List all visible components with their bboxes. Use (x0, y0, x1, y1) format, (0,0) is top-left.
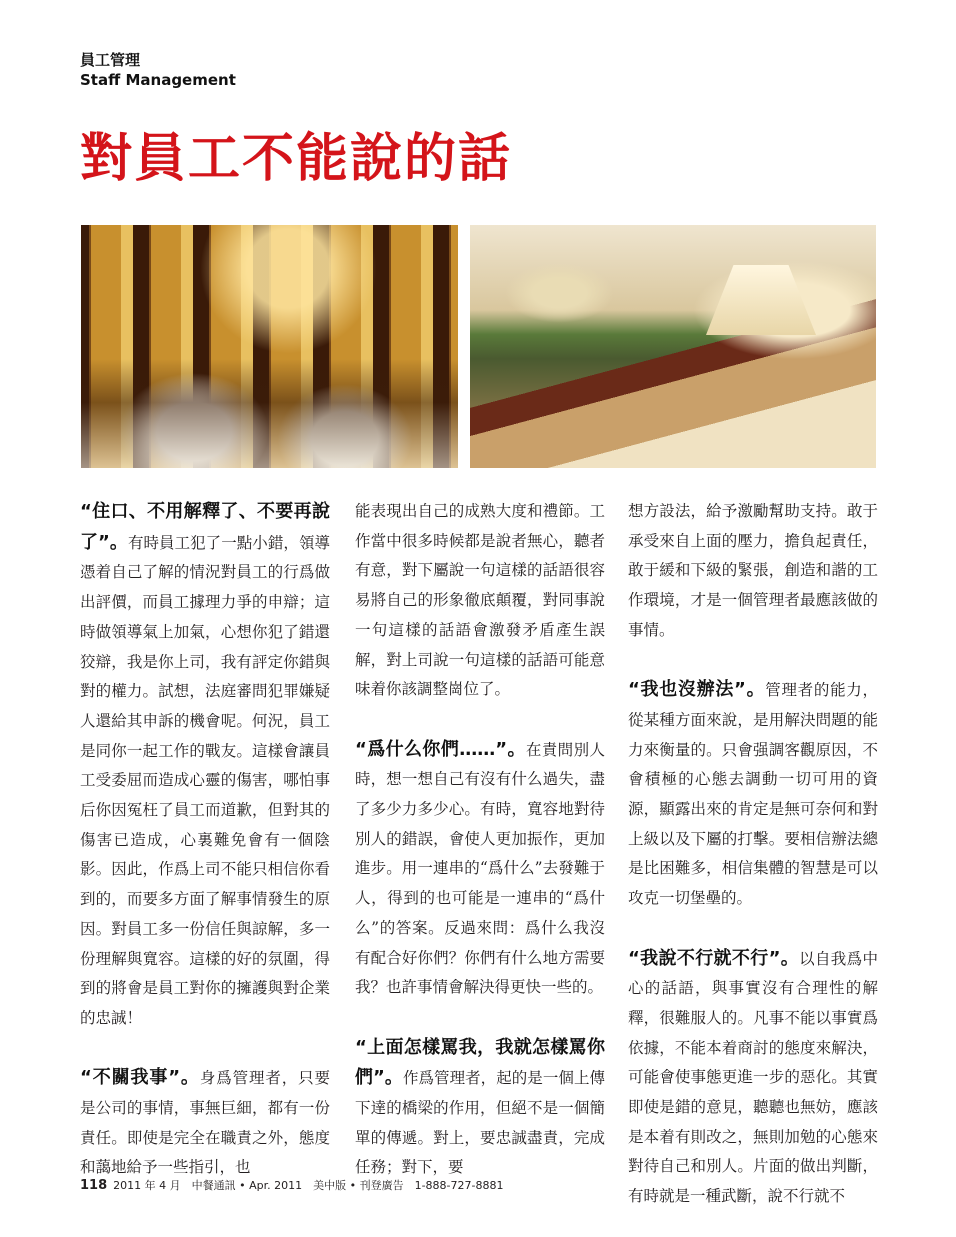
paragraph-body: 能表現出自己的成熟大度和禮節。工作當中很多時候都是說者無心，聽者有意，對下屬說一句這樣的話語很容易將自己的形象徹底顛覆，對同事說一句這樣的話語會激發矛盾產生誤解，對上司說一句這樣的話語可能意味着你該調整崗位了。 (355, 502, 605, 699)
restaurant-bar-counter-photo (470, 225, 876, 468)
paragraph-lead: “我說不行就不行”。 (628, 947, 800, 969)
paragraph (355, 735, 605, 1003)
paragraph-lead: “上面怎樣罵我，我就怎樣罵你們”。 (355, 1036, 605, 1089)
paragraph (628, 944, 878, 1212)
page-number: 118 (80, 1178, 108, 1193)
paragraph (628, 675, 878, 914)
paragraph-body: 作爲管理者，起的是一個上傳下達的橋梁的作用，但絕不是一個簡單的傳遞。對上，要忠誠盡責，完成任務；對下，要 (355, 1069, 605, 1177)
paragraph (355, 497, 605, 705)
paragraph (80, 497, 330, 1034)
section-label-en: Staff Management (80, 71, 236, 89)
paragraph-lead: “住口、不用解釋了、不要再說了”。 (80, 501, 330, 553)
section-header (80, 50, 236, 90)
paragraph-lead: “不關我事”。 (80, 1067, 200, 1089)
paragraph-lead: “我也沒辦法”。 (628, 679, 766, 701)
section-label-zh: 員工管理 (80, 51, 141, 69)
paragraph-body: 身爲管理者，只要是公司的事情，事無巨細，都有一份責任。即使是完全在職責之外，態度和藹地給予一些指引，也 (80, 1069, 330, 1177)
paragraph (355, 1033, 605, 1184)
text-column-2 (355, 497, 605, 1183)
paragraph-lead: “爲什么你們……”。 (355, 738, 526, 760)
paragraph (80, 1063, 330, 1183)
paragraph-body: 有時員工犯了一點小錯，領導憑着自己了解的情況對員工的行爲做出評價，而員工據理力爭的申辯；這時做領導氣上加氣，心想你犯了錯還狡辯，我是你上司，我有評定你錯與對的權力。試想，法庭審問犯罪嫌疑人還給其申訴的機會呢。何況，員工是同你一起工作的戰友。這樣會讓員工受委屈而造成心靈的傷害，哪怕事后你因冤枉了員工而道歉，但對其的傷害已造成，心裏難免會有一個陰影。因此，作爲上司不能只相信你看到的，而要多方面了解事情發生的原因。對員工多一份信任與諒解，多一份理解與寬容。這樣的好的氛圍，得到的將會是員工對你的擁護與對企業的忠誠！ (80, 533, 330, 1027)
paragraph-body: 以自我爲中心的話語，與事實沒有合理性的解釋，很難服人的。凡事不能以事實爲依據，不能本着商討的態度來解決，可能會使事態更進一步的惡化。其實即使是錯的意見，聽聽也無妨，應該是本着有則改之，無則加勉的心態來對待自己和別人。片面的做出判斷，有時就是一種武斷，說不行就不 (628, 949, 878, 1206)
page-footer (80, 1177, 503, 1193)
paragraph-body: 在責問別人時，想一想自己有沒有什么過失，盡了多少力多少心。有時，寬容地對待別人的錯誤，會使人更加振作，更加進步。用一連串的“爲什么”去發難于人，得到的也可能是一連串的“爲什么”的答案。反過來問：爲什么我沒有配合好你們？你們有什么地方需要我？也許事情會解決得更快一些的。 (355, 740, 605, 997)
lamp-shape (706, 265, 816, 335)
article-title: 對員工不能說的話 (80, 128, 513, 189)
footer-text: 2011 年 4 月 中餐通訊 • Apr. 2011 美中版 • 刊登廣告 1-888-727-8881 (113, 1179, 504, 1192)
text-column-1 (80, 497, 330, 1183)
paragraph-body: 管理者的能力，從某種方面來說，是用解決問題的能力來衡量的。只會强調客觀原因，不會積極的心態去調動一切可用的資源，顯露出來的肯定是無可奈何和對上級以及下屬的打擊。要相信辦法總是比困難多，相信集體的智慧是可以攻克一切堡壘的。 (628, 681, 878, 908)
text-column-3 (628, 497, 878, 1212)
paragraph (628, 497, 878, 646)
paragraph-body: 想方設法，給予激勵幫助支持。敢于承受來自上面的壓力，擔負起責任，敢于緩和下級的緊張，創造和諧的工作環境，才是一個管理者最應該做的事情。 (628, 502, 878, 639)
restaurant-dining-hall-photo (81, 225, 458, 468)
